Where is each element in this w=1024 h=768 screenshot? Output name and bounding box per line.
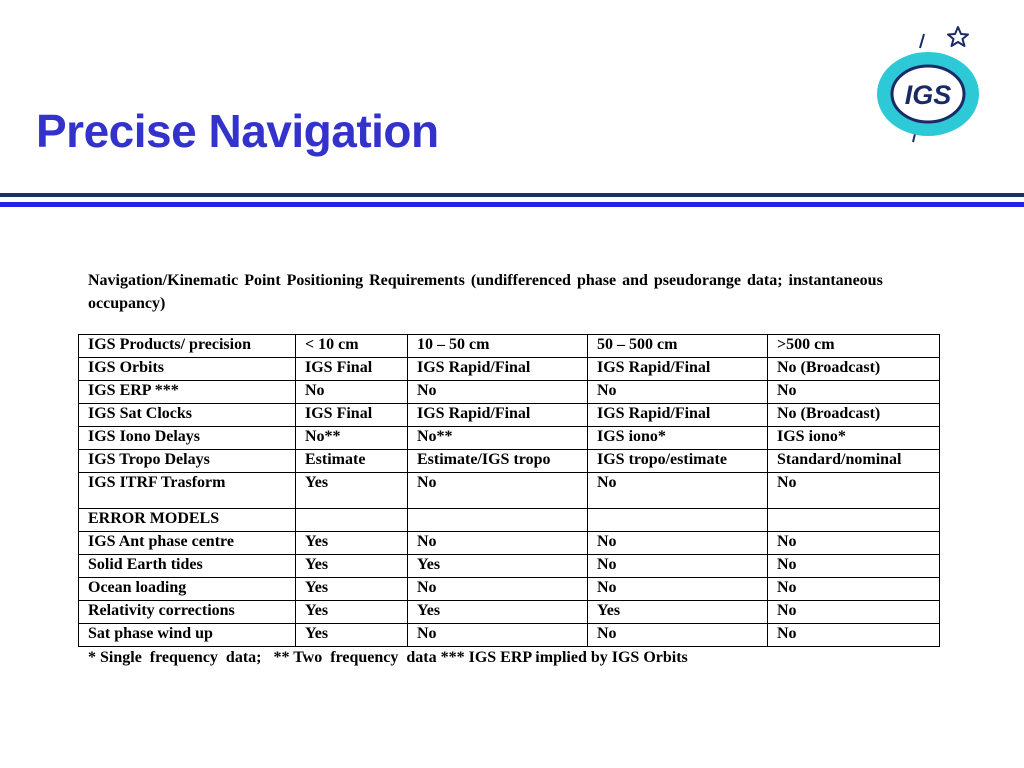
table-row [79, 555, 940, 578]
table-cell: Yes [296, 473, 408, 509]
table-cell: No [296, 381, 408, 404]
table-cell: IGS Orbits [79, 358, 296, 381]
header-cell: IGS Products/ precision [79, 335, 296, 358]
footnote: * Single frequency data; ** Two frequency data *** IGS ERP implied by IGS Orbits [88, 649, 688, 666]
table-cell: Estimate/IGS tropo [408, 450, 588, 473]
table-row [79, 532, 940, 555]
star-icon [948, 27, 968, 46]
table-cell: IGS tropo/estimate [588, 450, 768, 473]
table-cell [588, 509, 768, 532]
table-cell: Yes [296, 601, 408, 624]
title-rule-dark [0, 193, 1024, 197]
slide-title: Precise Navigation [36, 105, 439, 157]
table-cell: IGS ITRF Trasform [79, 473, 296, 509]
table-cell: No [408, 381, 588, 404]
table-cell: No [588, 555, 768, 578]
table-row [79, 473, 940, 509]
section-heading: ERROR MODELS [79, 509, 296, 532]
table-cell: Yes [296, 555, 408, 578]
table-cell: No [768, 555, 940, 578]
table-row [79, 578, 940, 601]
table-cell [768, 509, 940, 532]
table-cell: No [588, 473, 768, 509]
table-cell: No** [296, 427, 408, 450]
table-row [79, 624, 940, 647]
table-cell: Standard/nominal [768, 450, 940, 473]
header-cell: >500 cm [768, 335, 940, 358]
table-cell: IGS ERP *** [79, 381, 296, 404]
table-cell: Sat phase wind up [79, 624, 296, 647]
table-cell: IGS Final [296, 404, 408, 427]
table-cell [408, 509, 588, 532]
title-rule-blue [0, 202, 1024, 207]
table-cell [296, 509, 408, 532]
table-cell: Estimate [296, 450, 408, 473]
table-cell: No [768, 624, 940, 647]
table-row [79, 601, 940, 624]
table-cell: Yes [408, 555, 588, 578]
requirements-table [78, 334, 940, 647]
table-row [79, 381, 940, 404]
table-cell: No [408, 532, 588, 555]
table-cell: No [408, 473, 588, 509]
table-cell: IGS Tropo Delays [79, 450, 296, 473]
table-row [79, 427, 940, 450]
table-cell: No [408, 624, 588, 647]
table-cell: Relativity corrections [79, 601, 296, 624]
table-cell: No (Broadcast) [768, 358, 940, 381]
table-cell: Ocean loading [79, 578, 296, 601]
table-cell: IGS Final [296, 358, 408, 381]
table-cell: No [768, 578, 940, 601]
table-cell: No [768, 473, 940, 509]
header-cell: < 10 cm [296, 335, 408, 358]
table-cell: Yes [408, 601, 588, 624]
table-row [79, 358, 940, 381]
table-cell: No [768, 601, 940, 624]
table-cell: Yes [296, 532, 408, 555]
intro-text: Navigation/Kinematic Point Positioning Requirements (undifferenced phase and pseudorange data; instantaneous occupancy) [88, 272, 883, 312]
header-cell: 10 – 50 cm [408, 335, 588, 358]
table-cell: No (Broadcast) [768, 404, 940, 427]
table-row [79, 404, 940, 427]
table-cell: No [768, 532, 940, 555]
table-cell: Yes [588, 601, 768, 624]
table-cell: IGS Ant phase centre [79, 532, 296, 555]
table-cell: No [588, 624, 768, 647]
table-cell: IGS Rapid/Final [588, 358, 768, 381]
table-cell: No [588, 381, 768, 404]
table-section-row [79, 509, 940, 532]
table-header-row [79, 335, 940, 358]
table-cell: Yes [296, 624, 408, 647]
table-cell: IGS Rapid/Final [588, 404, 768, 427]
table-row [79, 450, 940, 473]
table-cell: IGS Rapid/Final [408, 358, 588, 381]
logo-text: IGS [904, 80, 952, 110]
table-cell: IGS Iono Delays [79, 427, 296, 450]
table-cell: IGS iono* [768, 427, 940, 450]
table-cell: IGS Sat Clocks [79, 404, 296, 427]
table-cell: No [408, 578, 588, 601]
table-cell: Solid Earth tides [79, 555, 296, 578]
table-cell: No [588, 578, 768, 601]
header-cell: 50 – 500 cm [588, 335, 768, 358]
table-cell: Yes [296, 578, 408, 601]
table-cell: No** [408, 427, 588, 450]
igs-logo-icon [868, 22, 988, 144]
table-cell: No [768, 381, 940, 404]
table-cell: No [588, 532, 768, 555]
table-cell: IGS iono* [588, 427, 768, 450]
table-cell: IGS Rapid/Final [408, 404, 588, 427]
